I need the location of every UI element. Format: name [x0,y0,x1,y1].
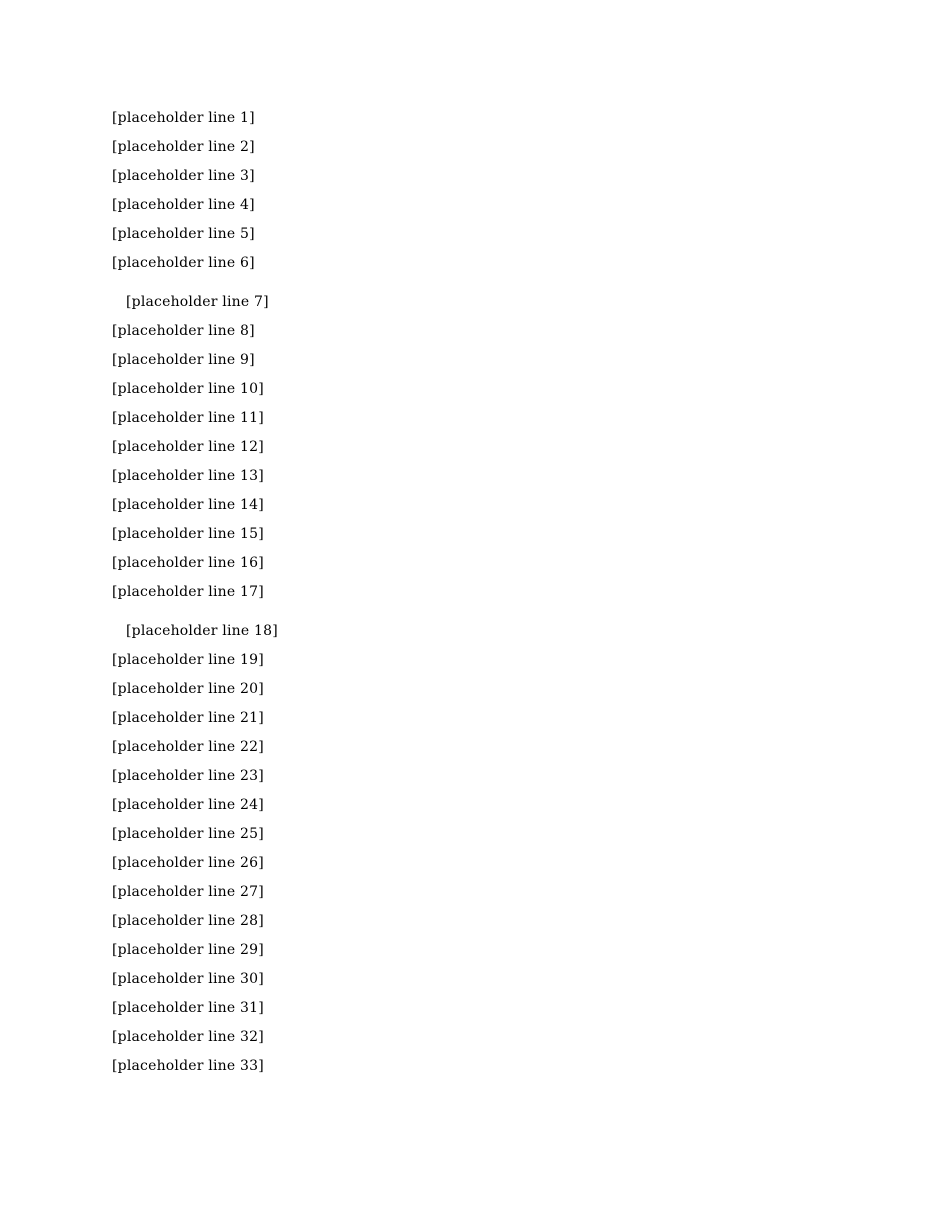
text-line: [placeholder line 8] [112,323,255,339]
text-line: [placeholder line 1] [112,110,255,126]
text-line: [placeholder line 12] [112,439,264,455]
paragraph [112,104,838,278]
text-line: [placeholder line 33] [112,1058,264,1074]
text-line: [placeholder line 28] [112,913,264,929]
text-line: [placeholder line 19] [112,652,264,668]
text-line: [placeholder line 22] [112,739,264,755]
text-line: [placeholder line 30] [112,971,264,987]
text-line: [placeholder line 17] [112,584,264,600]
text-line: [placeholder line 7] [126,294,269,310]
document-page [112,104,838,1194]
text-line: [placeholder line 16] [112,555,264,571]
paragraph [112,288,838,607]
text-line: [placeholder line 11] [112,410,264,426]
text-line: [placeholder line 18] [126,623,278,639]
text-line: [placeholder line 26] [112,855,264,871]
text-line: [placeholder line 24] [112,797,264,813]
text-line: [placeholder line 15] [112,526,264,542]
text-line: [placeholder line 10] [112,381,264,397]
text-line: [placeholder line 6] [112,255,255,271]
text-line: [placeholder line 2] [112,139,255,155]
paragraph [112,617,838,1081]
text-line: [placeholder line 3] [112,168,255,184]
text-line: [placeholder line 13] [112,468,264,484]
text-line: [placeholder line 5] [112,226,255,242]
text-line: [placeholder line 32] [112,1029,264,1045]
text-line: [placeholder line 27] [112,884,264,900]
text-line: [placeholder line 21] [112,710,264,726]
document-body [112,104,838,1081]
text-line: [placeholder line 23] [112,768,264,784]
text-line: [placeholder line 14] [112,497,264,513]
text-line: [placeholder line 31] [112,1000,264,1016]
text-line: [placeholder line 29] [112,942,264,958]
text-line: [placeholder line 9] [112,352,255,368]
text-line: [placeholder line 25] [112,826,264,842]
text-line: [placeholder line 4] [112,197,255,213]
text-line: [placeholder line 20] [112,681,264,697]
